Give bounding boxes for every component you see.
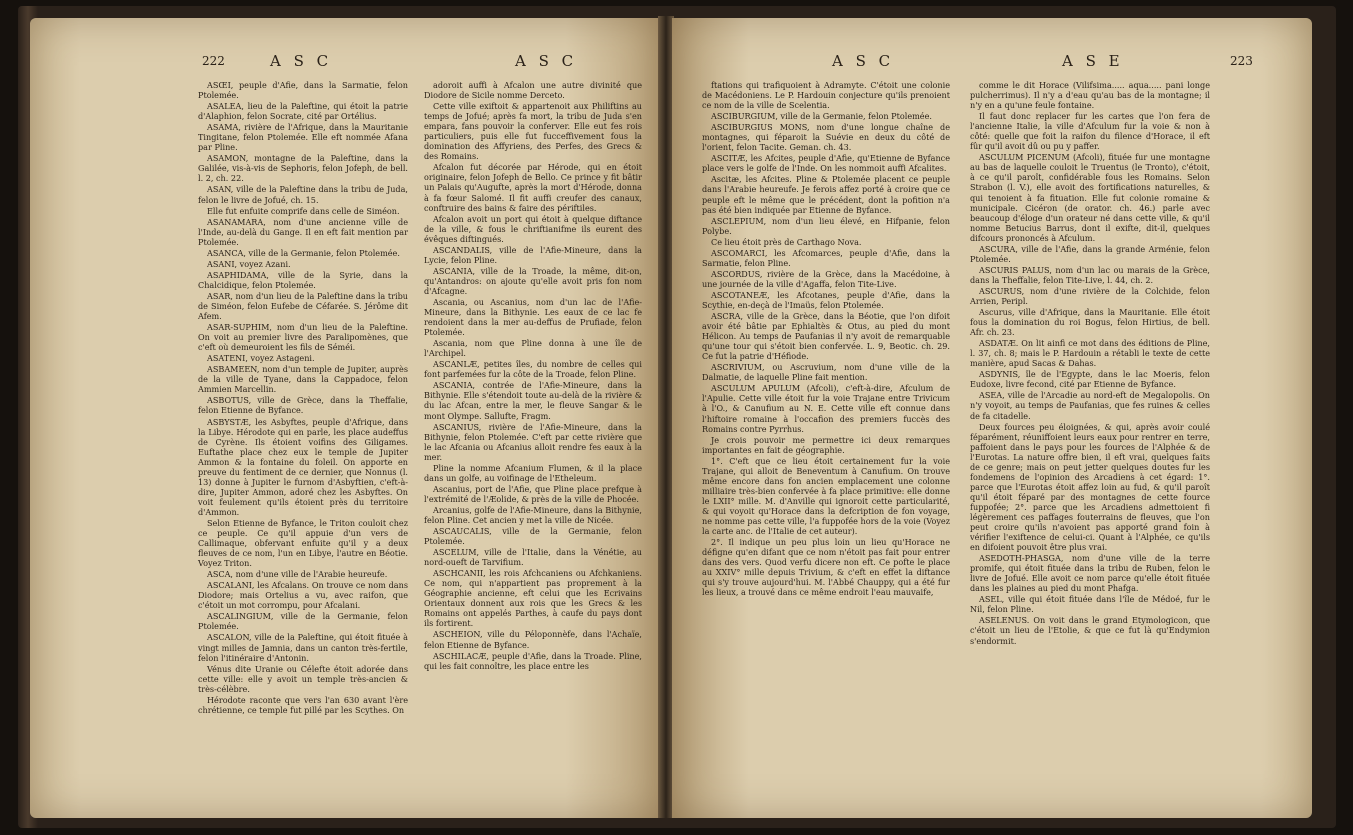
dictionary-entry: ASBOTUS, ville de Grèce, dans la Theffalie, felon Etienne de Byfance. [198, 395, 408, 416]
dictionary-entry: adoroit auffi à Afcalon une autre divinité que Diodore de Sicile nomme Derceto. [424, 80, 642, 101]
right-page-header-right: A S E [1062, 52, 1124, 70]
dictionary-entry: ASCHILACÆ, peuple d'Afie, dans la Troade. Pline, qui les fait connoître, les place entre les [424, 650, 642, 671]
left-page-column-1 [198, 80, 408, 716]
dictionary-entry: ASCALON, ville de la Paleftine, qui étoit fituée à vingt milles de Jamnia, dans un canton très-fertile, felon l'itinéraire d'Antonin. [198, 632, 408, 663]
dictionary-entry: Ce lieu étoit près de Carthago Nova. [711, 236, 862, 247]
dictionary-entry: ASEDOTH-PHASGA, nom d'une ville de la terre promife, qui étoit fituée dans la tribu de Ruben, felon le livre de Jofué. Elle avoit ce nom parce qu'elle étoit fituée dans les plaines au pied du mont Phafga. [970, 553, 1210, 594]
dictionary-entry: ASDYNIS, île de l'Egypte, dans le lac Moeris, felon Eudoxe, livre fecond, cité par Etienne de Byfance. [970, 369, 1210, 390]
dictionary-entry: Ascanius, port de l'Afie, que Pline place prefque à l'extrémité de l'Æolide, & près de la ville de Phocée. [424, 483, 642, 504]
dictionary-entry: ASCANIA, contrée de l'Afie-Mineure, dans la Bithynie. Elle s'étendoit toute au-delà de la rivière & du lac Afcan, entre la mer, le fleuve Sangar & le mont Olympe. Sallufte, Fragm. [424, 380, 642, 421]
left-page-header-right: A S C [515, 52, 578, 70]
left-page-header-left: A S C [270, 52, 333, 70]
dictionary-entry: Hérodote raconte que vers l'an 630 avant l'ère chrétienne, ce temple fut pillé par les Scythes. On [198, 694, 408, 715]
dictionary-entry: ASCALINGIUM, ville de la Germanie, felon Ptolemée. [198, 611, 408, 632]
dictionary-entry: ASCELUM, ville de l'Italie, dans la Vénétie, au nord-oueft de Tarvifium. [424, 547, 642, 568]
dictionary-entry: ASCOMARCI, les Afcomarces, peuple d'Afie, dans la Sarmatie, felon Pline. [702, 247, 950, 268]
dictionary-entry: ASANAMARA, nom d'une ancienne ville de l'Inde, au-delà du Gange. Il en eft fait mention par Ptolemée. [198, 216, 408, 247]
dictionary-entry: Selon Etienne de Byfance, le Triton couloit chez ce peuple. Ce qu'il appuie d'un vers de Callimaque, obfervant enfuite qu'il y a deux fleuves de ce nom, l'un en Libye, l'autre en Béotie. Voyez Triton. [198, 517, 408, 569]
dictionary-entry: Ascurus, ville d'Afrique, dans la Mauritanie. Elle étoit fous la domination du roi Bogus, felon Hirtius, de bell. Afr. ch. 23. [970, 307, 1210, 338]
left-page [30, 18, 660, 818]
dictionary-entry: Je crois pouvoir me permettre ici deux remarques importantes en fait de géographie. [702, 434, 950, 455]
dictionary-entry: ASCULUM PICENUM (Afcoli), fituée fur une montagne au bas de laquelle couloit le Truentus (le Tronto), c'étoit, à ce qu'il paroît, confidérable fous les Romains. Selon Strabon (l. V.), elle avoit des fortifications naturelles, & qui tenoient à fa fituation. Elle fut colonie romaine & municipale. Cicéron (de orator. ch. 46.) parle avec beaucoup d'éloge d'un orateur né dans cette ville, & qu'il nomme Betucius Barrus, dont il exifte, dit-il, quelques difcours prononcés à Afculum. [970, 152, 1210, 243]
dictionary-entry: ASATENI, voyez Astageni. [207, 353, 315, 364]
dictionary-entry: ASŒI, peuple d'Afie, dans la Sarmatie, felon Ptolemée. [198, 80, 408, 101]
right-page-column-2 [970, 80, 1210, 647]
dictionary-entry: ASELENUS. On voit dans le grand Etymologicon, que c'étoit un lieu de l'Etolie, & que ce fut là qu'Endymion s'endormit. [970, 615, 1210, 646]
dictionary-entry: ASCHEION, ville du Péloponnèfe, dans l'Achaïe, felon Etienne de Byfance. [424, 629, 642, 650]
dictionary-entry: ASCRA, ville de la Grèce, dans la Béotie, que l'on difoit avoir été bâtie par Ephialtès & Otus, au pied du mont Hélicon. Au temps de Paufanias il n'y avoit de remarquable qu'une tour qui s'étoit bien confervée. L. 9, Beotic. ch. 29. Ce fut la patrie d'Héfiode. [702, 311, 950, 362]
dictionary-entry: Il faut donc replacer fur les cartes que l'on fera de l'ancienne Italie, la ville d'Afculum fur la voie & non à côté: quelle que foit la raifon du filence d'Horace, il eft fûr qu'il avoit dû ou pu y paffer. [970, 111, 1210, 152]
dictionary-entry: ASDATÆ. On lit ainfi ce mot dans des éditions de Pline, l. 37, ch. 8; mais le P. Hardouin a rétabli le texte de cette manière, apud Sacas & Dahas. [970, 338, 1210, 369]
dictionary-entry: 2°. Il indique un peu plus loin un lieu qu'Horace ne défigne qu'en difant que ce nom n'étoit pas fait pour entrer dans des vers. Quod verfu dicere non eft. Ce pofte le place au XXIV° mille depuis Trivium, & c'eft en effet la diftance qui s'y trouve aujourd'hui. M. l'Abbé Chauppy, qui a été fur les lieux, a trouvé dans ce même endroit l'eau mauvaife, [702, 537, 950, 598]
dictionary-entry: 1°. C'eft que ce lieu étoit certainement fur la voie Trajane, qui alloit de Beneventum à Canufium. On trouve même encore dans fon ancien emplacement une colonne milliaire très-bien confervée à fa place primitive: elle donne le LXII° mille. M. d'Anville qui ignoroit cette particularité, & qui voyoit qu'Horace dans la defcription de fon voyage, ne nomme pas cette ville, l'a fuppofée hors de la voie (Voyez la carte anc. de l'Italie de cet auteur). [702, 455, 950, 537]
dictionary-entry: Ascania, ou Ascanius, nom d'un lac de l'Afie-Mineure, dans la Bithynie. Les eaux de ce lac fe rendoient dans la mer au-deffus de Prufiade, felon Ptolemée. [424, 296, 642, 338]
open-book [18, 6, 1336, 828]
dictionary-entry: ASCITÆ, les Afcites, peuple d'Afie, qu'Etienne de Byfance place vers le golfe de l'Inde. On les nommoit auffi Afcalites. [702, 153, 950, 174]
dictionary-entry: ASCA, nom d'une ville de l'Arabie heureufe. [207, 569, 388, 580]
right-page [672, 18, 1312, 818]
dictionary-entry: ftations qui trafiquoient à Adramyte. C'étoit une colonie de Macédoniens. Le P. Hardouin conjecture qu'ils prenoient ce nom de la ville de Scelentia. [702, 80, 950, 111]
dictionary-entry: ASEA, ville de l'Arcadie au nord-eft de Megalopolis. On n'y voyoit, au temps de Paufanias, que fes ruines & celles de fa citadelle. [970, 390, 1210, 421]
dictionary-entry: ASCANIUS, rivière de l'Afie-Mineure, dans la Bithynie, felon Ptolemée. C'eft par cette rivière que le lac Afcania ou Afcanius alloit rendre fes eaux à la mer. [424, 421, 642, 462]
dictionary-entry: ASCURUS, nom d'une rivière de la Colchide, felon Arrien, Peripl. [970, 285, 1210, 306]
dictionary-entry: Vénus dite Uranie ou Célefte étoit adorée dans cette ville: elle y avoit un temple très-ancien & très-célèbre. [198, 663, 408, 694]
dictionary-entry: Afcalon avoit un port qui étoit à quelque diftance de la ville, & fous le chriftianifme ils eurent des évêques diftingués. [424, 213, 642, 244]
dictionary-entry: ASAR-SUPHIM, nom d'un lieu de la Paleftine. On voit au premier livre des Paralipomènes, que c'eft où demeuroient les fils de Séméi. [198, 322, 408, 353]
dictionary-entry: ASCANIA, ville de la Troade, la même, dit-on, qu'Antandros: on ajoute qu'elle avoit pris fon nom d'Afcagne. [424, 265, 642, 296]
dictionary-entry: ASANI, voyez Azani. [207, 258, 291, 269]
right-page-number: 223 [1230, 54, 1253, 68]
dictionary-entry: ASAMA, rivière de l'Afrique, dans la Mauritanie Tingitane, felon Ptolemée. Elle eft nommée Afana par Pline. [198, 122, 408, 153]
dictionary-entry: ASCIBURGIUS MONS, nom d'une longue chaîne de montagnes, qui féparoit la Suévie en deux du côté de l'orient, felon Tacite. Geman. ch. 43. [702, 122, 950, 153]
left-page-column-2 [424, 80, 642, 672]
dictionary-entry: ASCORDUS, rivière de la Grèce, dans la Macédoine, à une journée de la ville d'Agaffa, felon Tite-Live. [702, 268, 950, 289]
dictionary-entry: Cette ville exiftoit & appartenoit aux Philiftins au temps de Jofué; après fa mort, la tribu de Juda s'en empara, fans pouvoir la conferver. Elle eut fes rois particuliers, puis elle fut fucceffivement fous la domination des Affyriens, des Perfes, des Grecs & des Romains. [424, 101, 642, 162]
dictionary-entry: ASCRIVIUM, ou Ascruvium, nom d'une ville de la Dalmatie, de laquelle Pline fait mention. [702, 362, 950, 383]
dictionary-entry: ASCIBURGIUM, ville de la Germanie, felon Ptolemée. [711, 111, 932, 122]
dictionary-entry: ASBAMEEN, nom d'un temple de Jupiter, auprès de la ville de Tyane, dans la Cappadoce, felon Ammien Marcellin. [198, 364, 408, 395]
dictionary-entry: Afcalon fut décorée par Hérode, qui en étoit originaire, felon Jofeph de Bello. Ce prince y fit bâtir un Palais qu'Augufte, après la mort d'Hérode, donna à fa fœur Salomé. Il fit auffi creufer des canaux, conftruire des bains & faire des périftiles. [424, 162, 642, 213]
dictionary-entry: comme le dit Horace (Vilifsima..... aqua..... pani longe pulcherrimus). Il n'y a d'eau qu'au bas de la montagne; il n'y en a qu'une feule fontaine. [970, 80, 1210, 111]
dictionary-entry: ASCULUM APULUM (Afcoli), c'eft-à-dire, Afculum de l'Apulie. Cette ville étoit fur la voie Trajane entre Trivicum à l'O., & Canufium au N. E. Cette ville eft connue dans l'hiftoire romaine à l'occafion des premiers fuccès des Romains contre Pyrrhus. [702, 383, 950, 434]
dictionary-entry: ASCANDALIS, ville de l'Afie-Mineure, dans la Lycie, felon Pline. [424, 244, 642, 265]
dictionary-entry: ASCURIS PALUS, nom d'un lac ou marais de la Grèce, dans la Theffalie, felon Tite-Live, l. 44, ch. 2. [970, 264, 1210, 285]
dictionary-entry: ASCANLÆ, petites îles, du nombre de celles qui font parfemées fur la côte de la Troade, felon Pline. [424, 359, 642, 380]
dictionary-entry: ASEL, ville qui étoit fituée dans l'île de Médoé, fur le Nil, felon Pline. [970, 594, 1210, 615]
dictionary-entry: Arcanius, golfe de l'Afie-Mineure, dans la Bithynie, felon Pline. Cet ancien y met la ville de Nicée. [424, 504, 642, 525]
dictionary-entry: ASALEA, lieu de la Paleftine, qui étoit la patrie d'Alaphion, felon Socrate, cité par Ortélius. [198, 101, 408, 122]
dictionary-entry: ASCHCANII, les rois Afchcaniens ou Afchkaniens. Ce nom, qui n'appartient pas proprement à la Géographie ancienne, eft celui que les Ecrivains Orientaux donnent aux rois que les Grecs & les Romains ont appelés Parthes, à caufe du pays dont ils fortirent. [424, 568, 642, 629]
dictionary-entry: ASAMON, montagne de la Paleftine, dans la Galilée, vis-à-vis de Sephoris, felon Jofeph, de bell. l. 2, ch. 22. [198, 153, 408, 184]
dictionary-entry: ASCOTANEÆ, les Afcotanes, peuple d'Afie, dans la Scythie, en-deçà de l'Imaüs, felon Ptolemée. [702, 289, 950, 310]
left-page-number: 222 [202, 54, 225, 68]
dictionary-entry: ASCAUCALIS, ville de la Germanie, felon Ptolemée. [424, 526, 642, 547]
dictionary-entry: ASAR, nom d'un lieu de la Paleftine dans la tribu de Siméon, felon Eufebe de Céfarée. S. Jérôme dit Afem. [198, 290, 408, 322]
dictionary-entry: Pline la nomme Afcanium Flumen, & il la place dans un golfe, au voifinage de l'Etheleum. [424, 462, 642, 483]
dictionary-entry: Deux fources peu éloignées, & qui, après avoir coulé féparément, réuniffoient leurs eaux pour rentrer en terre, paffoient dans le pays pour les fources de l'Alphée & de l'Eurotas. La nature offre bien, il eft vrai, quelques faits de ce genre; mais on peut jetter quelques doutes fur les fondemens de l'opinion des Arcadiens à cet égard: 1°. parce que l'Eurotas étoit affez loin au fud, & qu'il paroît qu'il étoit féparé par des montagnes de cette fource fuppofée; 2°. parce que les Arcadiens admettoient fi légèrement ces paffages fouterrains de fleuves, que l'on peut croire qu'ils n'avoient pas apporté grand foin à vérifier l'exiftence de celui-ci. Quant à l'Alphée, ce qu'ils en difoient pouvoit être plus vrai. [970, 421, 1210, 553]
dictionary-entry: ASAPHIDAMA, ville de la Syrie, dans la Chalcidique, felon Ptolemée. [198, 269, 408, 290]
right-page-header-left: A S C [832, 52, 895, 70]
dictionary-entry: ASBYSTÆ, les Asbyftes, peuple d'Afrique, dans la Libye. Hérodote qui en parle, les place audeffus de Cyrène. Ils étoient voifins des Giligames. Euftathe place chez eux le temple de Jupiter Ammon & la fontaine du foleil. On apporte en preuve du fentiment de ce dernier, que Nonnus (l. 13) donne à Jupiter le furnom d'Asbyftien, c'eft-à-dire, Jupiter Ammon, adoré chez les Asbyftes. On voit feulement qu'ils étoient près du territoire d'Ammon. [198, 416, 408, 517]
dictionary-entry: ASANCA, ville de la Germanie, felon Ptolemée. [207, 247, 400, 258]
dictionary-entry: Ascania, nom que Pline donna à une île de l'Archipel. [424, 338, 642, 359]
dictionary-entry: ASCURA, ville de l'Afie, dans la grande Arménie, felon Ptolemée. [970, 243, 1210, 264]
dictionary-entry: Elle fut enfuite comprife dans celle de Siméon. [207, 205, 400, 216]
dictionary-entry: ASAN, ville de la Paleftine dans la tribu de Juda, felon le livre de Jofué, ch. 15. [198, 184, 408, 205]
dictionary-entry: Ascitæ, les Afcites. Pline & Ptolemée placent ce peuple dans l'Arabie heureufe. Je ferois affez porté à croire que ce peuple eft le même que le précédent, dont la pofition n'a pas été bien indiquée par Etienne de Byfance. [702, 174, 950, 215]
right-page-column-1 [702, 80, 950, 598]
dictionary-entry: ASCALANI, les Afcalans. On trouve ce nom dans Diodore; mais Ortelius a vu, avec raifon, que c'étoit un mot corrompu, pour Afcalani. [198, 580, 408, 611]
dictionary-entry: ASCLEPIUM, nom d'un lieu élevé, en Hifpanie, felon Polybe. [702, 215, 950, 236]
